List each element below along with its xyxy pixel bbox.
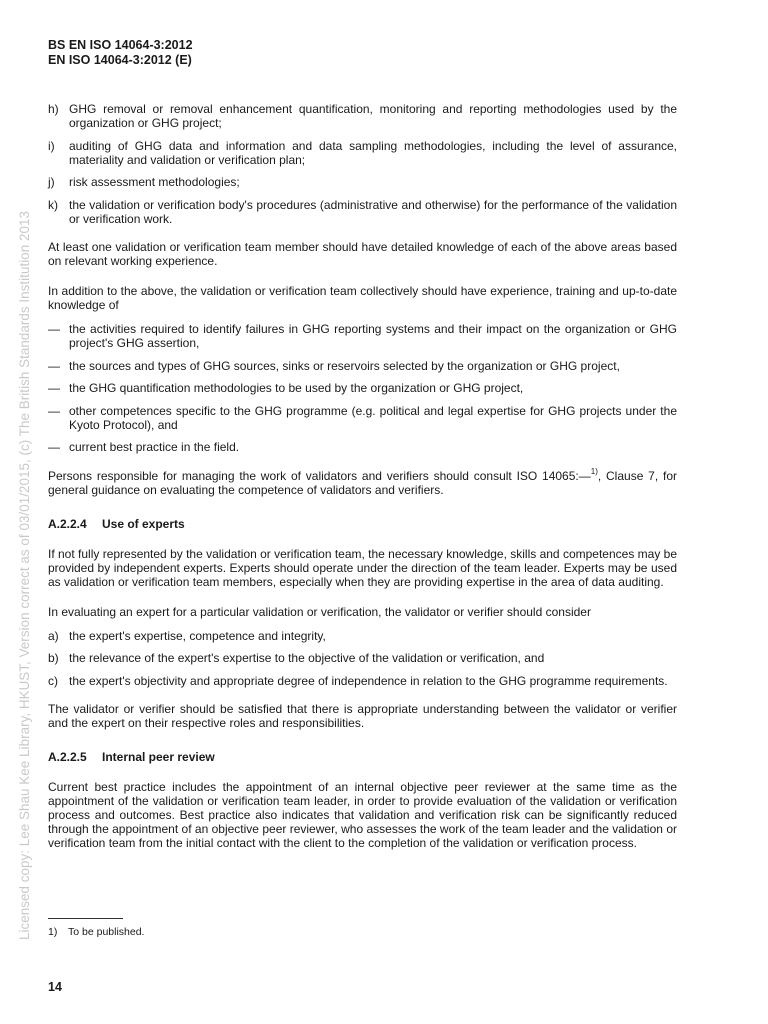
standard-id-bs: BS EN ISO 14064-3:2012 [48, 38, 193, 52]
page-body [48, 102, 677, 860]
list-item: k) the validation or verification body's procedures (administrative and otherwise) for the performance of the validation or verification work. [48, 197, 677, 226]
list-item: a) the expert's expertise, competence and integrity, [48, 628, 326, 643]
paragraph: If not fully represented by the validation or verification team, the necessary knowledge, skills and competences may be provided by independent experts. Experts should operate under the direction of the team leader. Experts may be used as validation or verification team members, especially when they are providing expertise in the area of data auditing. [48, 546, 677, 589]
footnote: 1) To be published. [48, 926, 145, 938]
footnote-divider [48, 918, 123, 919]
list-item: c) the expert's objectivity and appropriate degree of independence in relation to the GHG programme requirements. [48, 673, 668, 688]
footnote-reference: 1) [590, 466, 598, 476]
list-item: — the GHG quantification methodologies to be used by the organization or GHG project, [48, 381, 524, 395]
list-item: j) risk assessment methodologies; [48, 175, 240, 189]
list-item: — current best practice in the field. [48, 440, 240, 454]
standard-id-en: EN ISO 14064-3:2012 (E) [48, 53, 192, 67]
paragraph: In evaluating an expert for a particular validation or verification, the validator or verifier should consider [48, 604, 591, 619]
section-heading-internal-peer-review: A.2.2.5 Internal peer review [48, 750, 215, 764]
list-item: h) GHG removal or removal enhancement quantification, monitoring and reporting methodologies used by the organization or GHG project; [48, 102, 677, 130]
document-header [48, 38, 193, 68]
lettered-list-1 [48, 102, 677, 226]
list-item: — the activities required to identify failures in GHG reporting systems and their impact on the organization or GHG project's GHG assertion, [48, 322, 677, 350]
paragraph: Current best practice includes the appointment of an internal objective peer reviewer at the same time as the appointment of the validation or verification team leader, in order to provide evaluation of the validation or verification process and outcomes. Best practice also indicates that validation and verification risk can be significantly reduced through the appointment of an objective peer reviewer, who assesses the work of the team leader and the validation or verification team from the initial contact with the client to the completion of the validation or verification process. [48, 780, 677, 850]
paragraph: At least one validation or verification team member should have detailed knowledge of each of the above areas based on relevant working experience. [48, 240, 677, 268]
dash-list [48, 322, 677, 454]
lettered-list-2 [48, 629, 677, 688]
list-item: — the sources and types of GHG sources, sinks or reservoirs selected by the organization or GHG project, [48, 358, 620, 373]
list-item: — other competences specific to the GHG programme (e.g. political and legal expertise for GHG projects under the Kyoto Protocol), and [48, 403, 677, 432]
paragraph: The validator or verifier should be satisfied that there is appropriate understanding between the validator or verifier and the expert on their respective roles and responsibilities. [48, 702, 677, 730]
paragraph: In addition to the above, the validation or verification team collectively should have experience, training and up-to-date knowledge of [48, 284, 677, 312]
page-number: 14 [48, 980, 62, 994]
list-item: i) auditing of GHG data and information and data sampling methodologies, including the level of assurance, materiality and validation or verification plan; [48, 138, 677, 167]
list-item: b) the relevance of the expert's expertise to the objective of the validation or verification, and [48, 651, 545, 665]
section-heading-use-of-experts: A.2.2.4 Use of experts [48, 516, 185, 531]
license-watermark: Licensed copy: Lee Shau Kee Library, HKUST, Version correct as of 03/01/2015, (c) The British Standards Institution 2013 [17, 211, 32, 940]
paragraph-with-footnote-ref: Persons responsible for managing the work of validators and verifiers should consult ISO 14065:—$^{1)}$, Clause 7, for general guidance on evaluating the competence of validators and verifiers. [48, 466, 677, 497]
